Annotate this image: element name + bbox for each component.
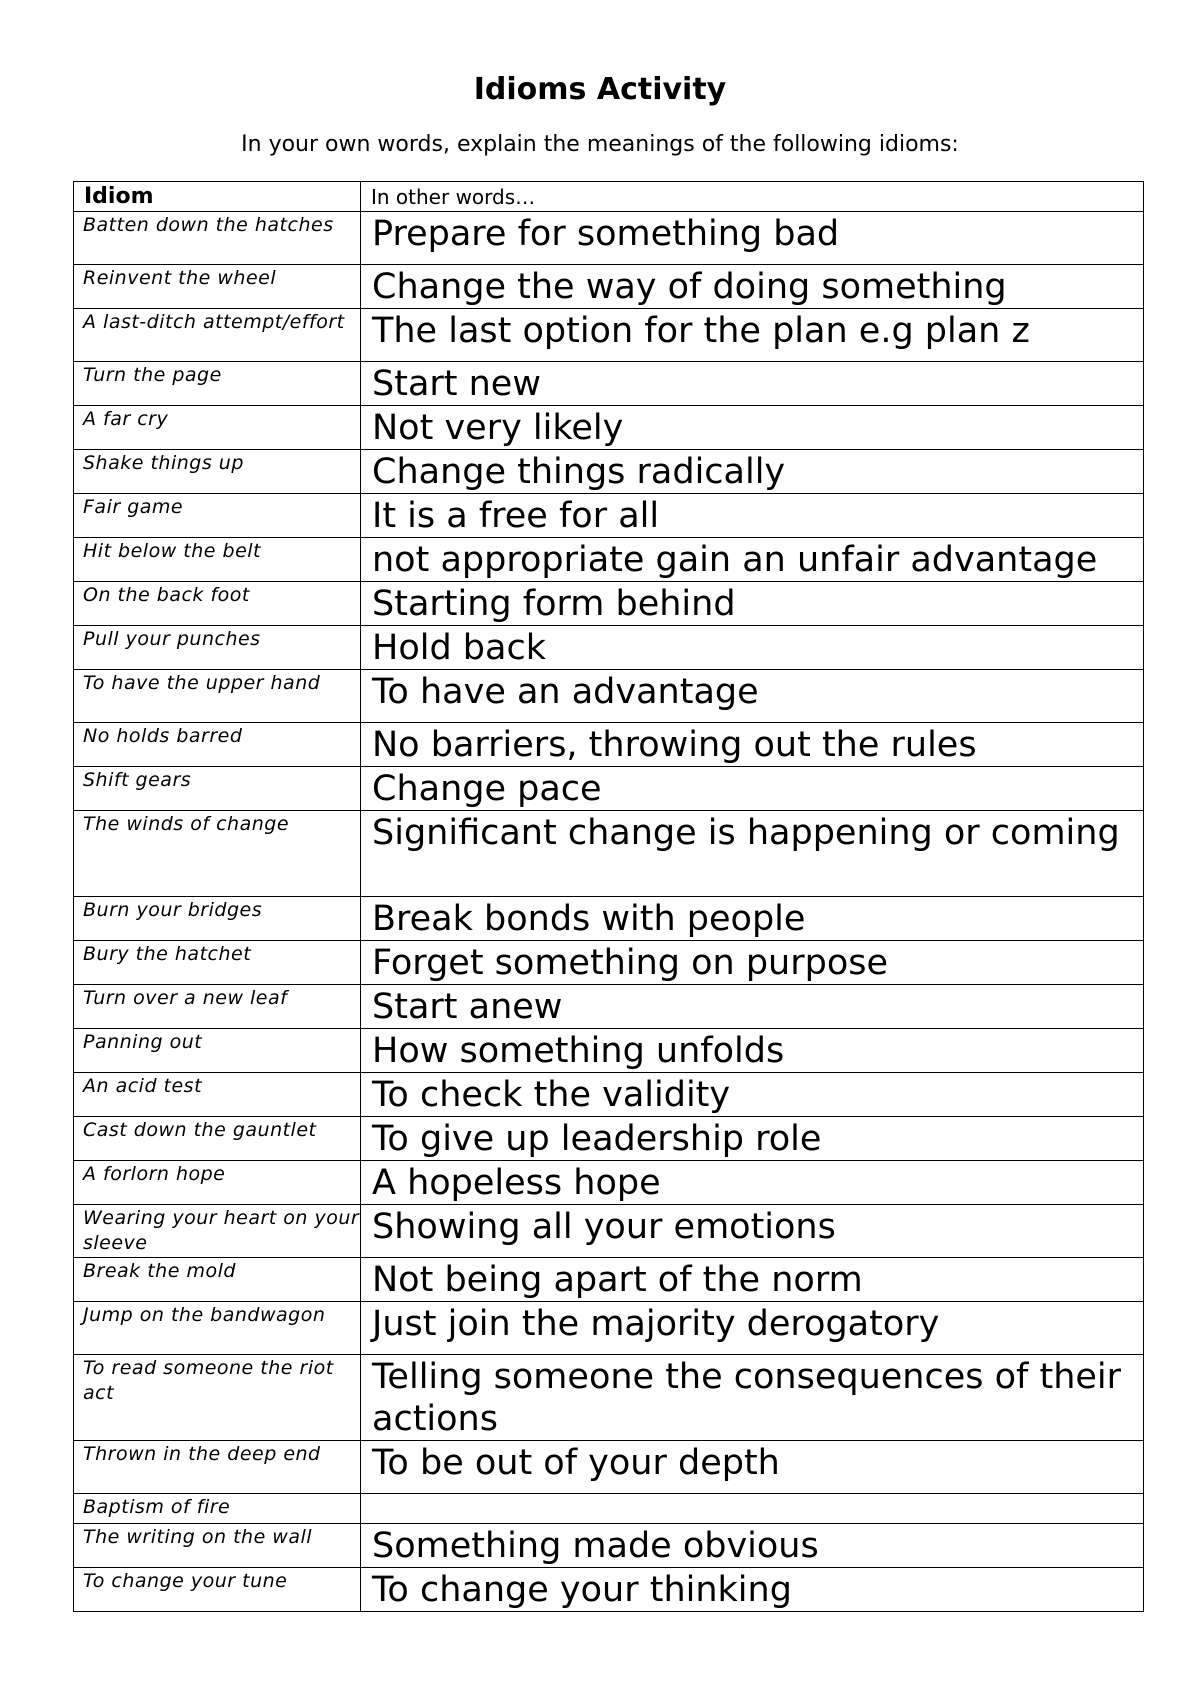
table-row (74, 494, 1144, 538)
idiom-cell: A forlorn hope (74, 1161, 361, 1205)
column-header-meaning: In other words… (361, 182, 1144, 212)
idiom-cell: Break the mold (74, 1258, 361, 1302)
table-row (74, 582, 1144, 626)
table-row (74, 1161, 1144, 1205)
table-row (74, 1494, 1144, 1524)
meaning-cell: Start anew (361, 985, 1144, 1029)
idiom-cell: An acid test (74, 1073, 361, 1117)
idiom-cell: Baptism of fire (74, 1494, 361, 1524)
page-title: Idioms Activity (473, 72, 727, 107)
idiom-cell: Shake things up (74, 450, 361, 494)
idiom-cell: Fair game (74, 494, 361, 538)
idiom-cell: Shift gears (74, 767, 361, 811)
idiom-cell: Burn your bridges (74, 897, 361, 941)
meaning-cell: Something made obvious (361, 1524, 1144, 1568)
meaning-cell: Not very likely (361, 406, 1144, 450)
table-row (74, 670, 1144, 723)
idioms-table-body (74, 182, 1144, 1612)
idiom-cell: A last-ditch attempt/effort (74, 309, 361, 362)
table-row (74, 1568, 1144, 1612)
idiom-cell: Reinvent the wheel (74, 265, 361, 309)
idiom-cell: Pull your punches (74, 626, 361, 670)
table-row (74, 265, 1144, 309)
idiom-cell: To change your tune (74, 1568, 361, 1612)
meaning-cell: How something unfolds (361, 1029, 1144, 1073)
idiom-cell: The winds of change (74, 811, 361, 897)
table-row (74, 1205, 1144, 1258)
table-row (74, 897, 1144, 941)
page-subtitle: In your own words, explain the meanings of the following idioms: (241, 132, 959, 157)
idiom-cell: A far cry (74, 406, 361, 450)
idiom-cell: Wearing your heart on your sleeve (74, 1205, 361, 1258)
meaning-cell: Significant change is happening or coming (361, 811, 1144, 897)
meaning-cell: Forget something on purpose (361, 941, 1144, 985)
idiom-cell: Batten down the hatches (74, 212, 361, 265)
meaning-cell: Change the way of doing something (361, 265, 1144, 309)
meaning-cell: Break bonds with people (361, 897, 1144, 941)
table-row (74, 1355, 1144, 1441)
meaning-cell: not appropriate gain an unfair advantage (361, 538, 1144, 582)
idiom-cell: To read someone the riot act (74, 1355, 361, 1441)
meaning-cell: To give up leadership role (361, 1117, 1144, 1161)
meaning-cell: To have an advantage (361, 670, 1144, 723)
meaning-cell: Showing all your emotions (361, 1205, 1144, 1258)
meaning-cell: Starting form behind (361, 582, 1144, 626)
meaning-cell: To be out of your depth (361, 1441, 1144, 1494)
idiom-cell: Thrown in the deep end (74, 1441, 361, 1494)
idiom-cell: Hit below the belt (74, 538, 361, 582)
table-row (74, 723, 1144, 767)
table-row (74, 1073, 1144, 1117)
table-row (74, 1258, 1144, 1302)
table-row (74, 406, 1144, 450)
meaning-cell: Not being apart of the norm (361, 1258, 1144, 1302)
table-row (74, 450, 1144, 494)
table-row (74, 811, 1144, 897)
table-row (74, 362, 1144, 406)
idiom-cell: Turn the page (74, 362, 361, 406)
meaning-cell: No barriers, throwing out the rules (361, 723, 1144, 767)
table-row (74, 767, 1144, 811)
table-row (74, 626, 1144, 670)
table-header-row (74, 182, 1144, 212)
idiom-cell: To have the upper hand (74, 670, 361, 723)
table-row (74, 1441, 1144, 1494)
idioms-table (73, 181, 1144, 1612)
idiom-cell: Bury the hatchet (74, 941, 361, 985)
meaning-cell: Start new (361, 362, 1144, 406)
idiom-cell: Cast down the gauntlet (74, 1117, 361, 1161)
meaning-cell: Hold back (361, 626, 1144, 670)
column-header-idiom: Idiom (74, 182, 361, 212)
table-row (74, 1302, 1144, 1355)
idiom-cell: Panning out (74, 1029, 361, 1073)
table-row (74, 538, 1144, 582)
meaning-cell: To check the validity (361, 1073, 1144, 1117)
meaning-cell: Prepare for something bad (361, 212, 1144, 265)
table-row (74, 1117, 1144, 1161)
meaning-cell: Change things radically (361, 450, 1144, 494)
meaning-cell: Change pace (361, 767, 1144, 811)
table-row (74, 941, 1144, 985)
idiom-cell: Jump on the bandwagon (74, 1302, 361, 1355)
table-row (74, 309, 1144, 362)
meaning-cell (361, 1494, 1144, 1524)
idiom-cell: The writing on the wall (74, 1524, 361, 1568)
table-row (74, 985, 1144, 1029)
meaning-cell: To change your thinking (361, 1568, 1144, 1612)
idiom-cell: On the back foot (74, 582, 361, 626)
idiom-cell: Turn over a new leaf (74, 985, 361, 1029)
meaning-cell: The last option for the plan e.g plan z (361, 309, 1144, 362)
meaning-cell: Just join the majority derogatory (361, 1302, 1144, 1355)
meaning-cell: A hopeless hope (361, 1161, 1144, 1205)
table-row (74, 1524, 1144, 1568)
meaning-cell: It is a free for all (361, 494, 1144, 538)
idiom-cell: No holds barred (74, 723, 361, 767)
meaning-cell: Telling someone the consequences of their actions (361, 1355, 1144, 1441)
table-row (74, 212, 1144, 265)
table-row (74, 1029, 1144, 1073)
